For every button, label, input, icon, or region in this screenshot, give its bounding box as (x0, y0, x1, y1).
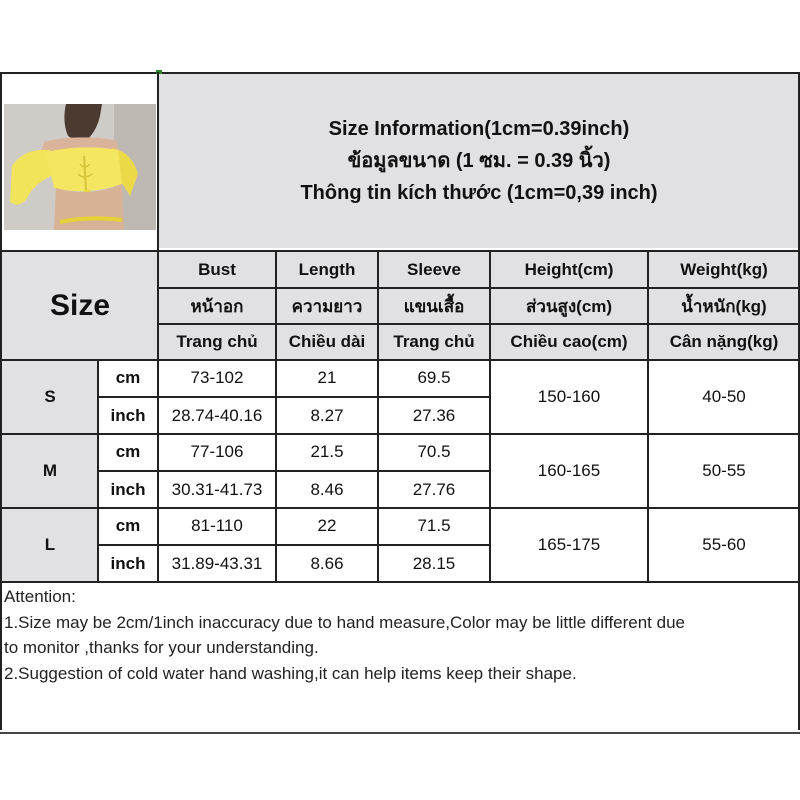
grid-line (157, 287, 800, 289)
l-weight: 55-60 (702, 535, 746, 554)
size-label-l: L (2, 508, 98, 582)
m-cm-length: 21.5 (310, 442, 344, 461)
m-height: 160-165 (537, 461, 601, 480)
unit-label: cm (115, 368, 141, 387)
m-cm-sleeve: 70.5 (417, 442, 451, 461)
l-cm-bust: 81-110 (191, 516, 243, 535)
title-english: Size Information(1cm=0.39inch) (328, 118, 630, 140)
title-thai: ข้อมูลขนาด (1 ซม. = 0.39 นิ้ว) (347, 150, 611, 172)
product-photo (4, 104, 156, 230)
l-cm-sleeve: 71.5 (417, 516, 451, 535)
header-length-vi: Chiều dài (276, 324, 378, 360)
size-header-cell (2, 252, 158, 360)
grid-line (97, 396, 490, 398)
header-weight-en: Weight(kg) (648, 252, 800, 288)
s-inch-sleeve: 27.36 (412, 406, 456, 425)
attention-notes (4, 584, 794, 686)
l-inch-sleeve: 28.15 (412, 554, 456, 573)
m-inch-sleeve: 27.76 (412, 480, 456, 499)
grid-line (97, 544, 490, 546)
s-cm-sleeve: 69.5 (417, 368, 451, 387)
grid-line (97, 470, 490, 472)
m-inch-bust: 30.31-41.73 (171, 480, 263, 499)
s-inch-length: 8.27 (310, 406, 344, 425)
header-height-en: Height(cm) (490, 252, 648, 288)
notes-line-3: 2.Suggestion of cold water hand washing,it can help items keep their shape. (4, 663, 577, 683)
model-illustration (4, 104, 156, 230)
grid-line (157, 72, 159, 582)
l-height: 165-175 (537, 535, 601, 554)
size-label-m: M (2, 434, 98, 508)
header-bust-vi: Trang chủ (158, 324, 276, 360)
grid-line (0, 250, 800, 252)
header-height-vi: Chiều cao(cm) (490, 324, 648, 360)
size-info-title-block (158, 74, 800, 248)
l-cm-length: 22 (317, 516, 337, 535)
grid-line (489, 252, 491, 582)
grid-line (0, 581, 800, 583)
l-inch-length: 8.66 (310, 554, 344, 573)
size-header-label: Size (49, 289, 111, 322)
notes-line-1: 1.Size may be 2cm/1inch inaccuracy due to hand measure,Color may be little different due (4, 612, 685, 632)
header-weight-vi: Cân nặng(kg) (648, 324, 800, 360)
grid-line (0, 72, 2, 730)
grid-line (0, 359, 800, 361)
grid-line (377, 252, 379, 582)
m-inch-length: 8.46 (310, 480, 344, 499)
header-length-en: Length (276, 252, 378, 288)
grid-line (0, 433, 800, 435)
notes-line-2: to monitor ,thanks for your understanding. (4, 638, 319, 657)
unit-label: cm (115, 442, 141, 461)
header-length-th: ความยาว (276, 288, 378, 324)
s-cm-bust: 73-102 (190, 368, 244, 387)
header-sleeve-vi: Trang chủ (378, 324, 490, 360)
header-sleeve-th: แขนเสื้อ (378, 288, 490, 324)
grid-line (647, 252, 649, 582)
grid-line (275, 252, 277, 582)
header-bust-th: หน้าอก (158, 288, 276, 324)
size-label-s: S (2, 360, 98, 434)
l-inch-bust: 31.89-43.31 (171, 554, 263, 573)
grid-line (157, 323, 800, 325)
header-height-th: ส่วนสูง(cm) (490, 288, 648, 324)
unit-label: cm (115, 516, 141, 535)
notes-heading: Attention: (4, 587, 76, 606)
unit-label: inch (110, 480, 146, 499)
grid-line (0, 507, 800, 509)
s-height: 150-160 (537, 387, 601, 406)
title-vietnamese: Thông tin kích thước (1cm=0,39 inch) (300, 182, 658, 204)
unit-label: inch (110, 554, 146, 573)
s-inch-bust: 28.74-40.16 (171, 406, 263, 425)
header-sleeve-en: Sleeve (378, 252, 490, 288)
m-cm-bust: 77-106 (190, 442, 244, 461)
s-cm-length: 21 (317, 368, 337, 387)
m-weight: 50-55 (702, 461, 746, 480)
unit-label: inch (110, 406, 146, 425)
header-bust-en: Bust (158, 252, 276, 288)
s-weight: 40-50 (702, 387, 746, 406)
header-weight-th: น้ำหนัก(kg) (648, 288, 800, 324)
